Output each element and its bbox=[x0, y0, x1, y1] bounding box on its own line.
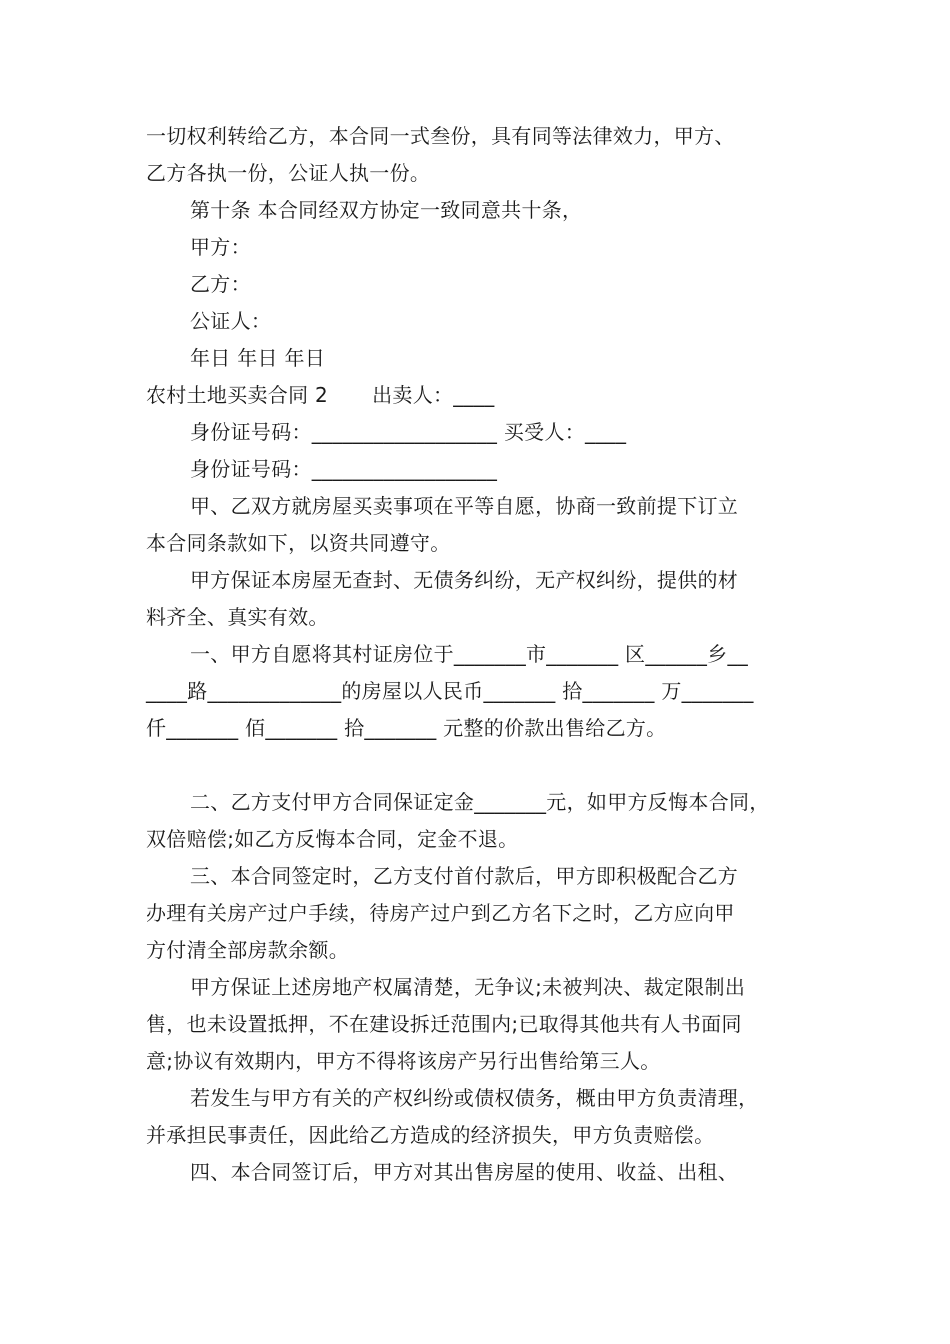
clause-ten-line: 第十条 本合同经双方协定一致同意共十条， bbox=[190, 198, 583, 222]
paragraph-line: 一切权利转给乙方，本合同一式叁份，具有同等法律效力，甲方、 bbox=[146, 124, 735, 148]
clause-one-line: ____路_____________的房屋以人民币_______ 拾_______ 万_______ bbox=[146, 679, 754, 703]
paragraph-line: 若发生与甲方有关的产权纠纷或债权债务，概由甲方负责清理， bbox=[190, 1086, 759, 1110]
seller-field: 出卖人：____ bbox=[372, 383, 495, 407]
clause-two-line: 双倍赔偿;如乙方反悔本合同，定金不退。 bbox=[146, 827, 519, 851]
paragraph-line: 甲方保证本房屋无查封、无债务纠纷，无产权纠纷，提供的材 bbox=[190, 568, 739, 592]
id-line: 身份证号码：__________________ bbox=[190, 457, 498, 481]
contract-title-line bbox=[146, 377, 808, 414]
paragraph-line: 意;协议有效期内，甲方不得将该房产另行出售给第三人。 bbox=[146, 1049, 661, 1073]
paragraph-line: 甲方保证上述房地产权属清楚，无争议;未被判决、裁定限制出 bbox=[190, 975, 746, 999]
clause-two-line: 二、乙方支付甲方合同保证定金_______元，如甲方反悔本合同， bbox=[190, 790, 770, 814]
paragraph-line: 甲、乙双方就房屋买卖事项在平等自愿，协商一致前提下订立 bbox=[190, 494, 739, 518]
clause-three-line: 三、本合同签定时，乙方支付首付款后，甲方即积极配合乙方 bbox=[190, 864, 739, 888]
paragraph-line: 售，也未设置抵押，不在建设拆迁范围内;已取得其他共有人书面同 bbox=[146, 1012, 742, 1036]
paragraph-line: 乙方各执一份，公证人执一份。 bbox=[146, 161, 431, 185]
notary-signature-line: 公证人： bbox=[190, 309, 272, 333]
paragraph-line: 本合同条款如下，以资共同遵守。 bbox=[146, 531, 451, 555]
date-line: 年日 年日 年日 bbox=[190, 346, 326, 370]
blank-line bbox=[146, 747, 808, 784]
clause-three-line: 办理有关房产过户手续，待房产过户到乙方名下之时，乙方应向甲 bbox=[146, 901, 735, 925]
document-body bbox=[146, 118, 808, 1191]
clause-one-line: 仟_______ 佰_______ 拾_______ 元整的价款出售给乙方。 bbox=[146, 716, 667, 740]
party-a-signature-line: 甲方： bbox=[190, 235, 251, 259]
contract-title: 农村土地买卖合同 2 bbox=[146, 383, 329, 407]
paragraph-line: 料齐全、真实有效。 bbox=[146, 605, 329, 629]
clause-one-line: 一、甲方自愿将其村证房位于_______市_______ 区______乡__ bbox=[190, 642, 749, 666]
clause-four-line: 四、本合同签订后，甲方对其出售房屋的使用、收益、出租、 bbox=[190, 1160, 739, 1184]
paragraph-line: 并承担民事责任，因此给乙方造成的经济损失，甲方负责赔偿。 bbox=[146, 1123, 715, 1147]
party-b-signature-line: 乙方： bbox=[190, 272, 251, 296]
id-buyer-line: 身份证号码：__________________ 买受人：____ bbox=[190, 420, 627, 444]
clause-three-line: 方付清全部房款余额。 bbox=[146, 938, 349, 962]
